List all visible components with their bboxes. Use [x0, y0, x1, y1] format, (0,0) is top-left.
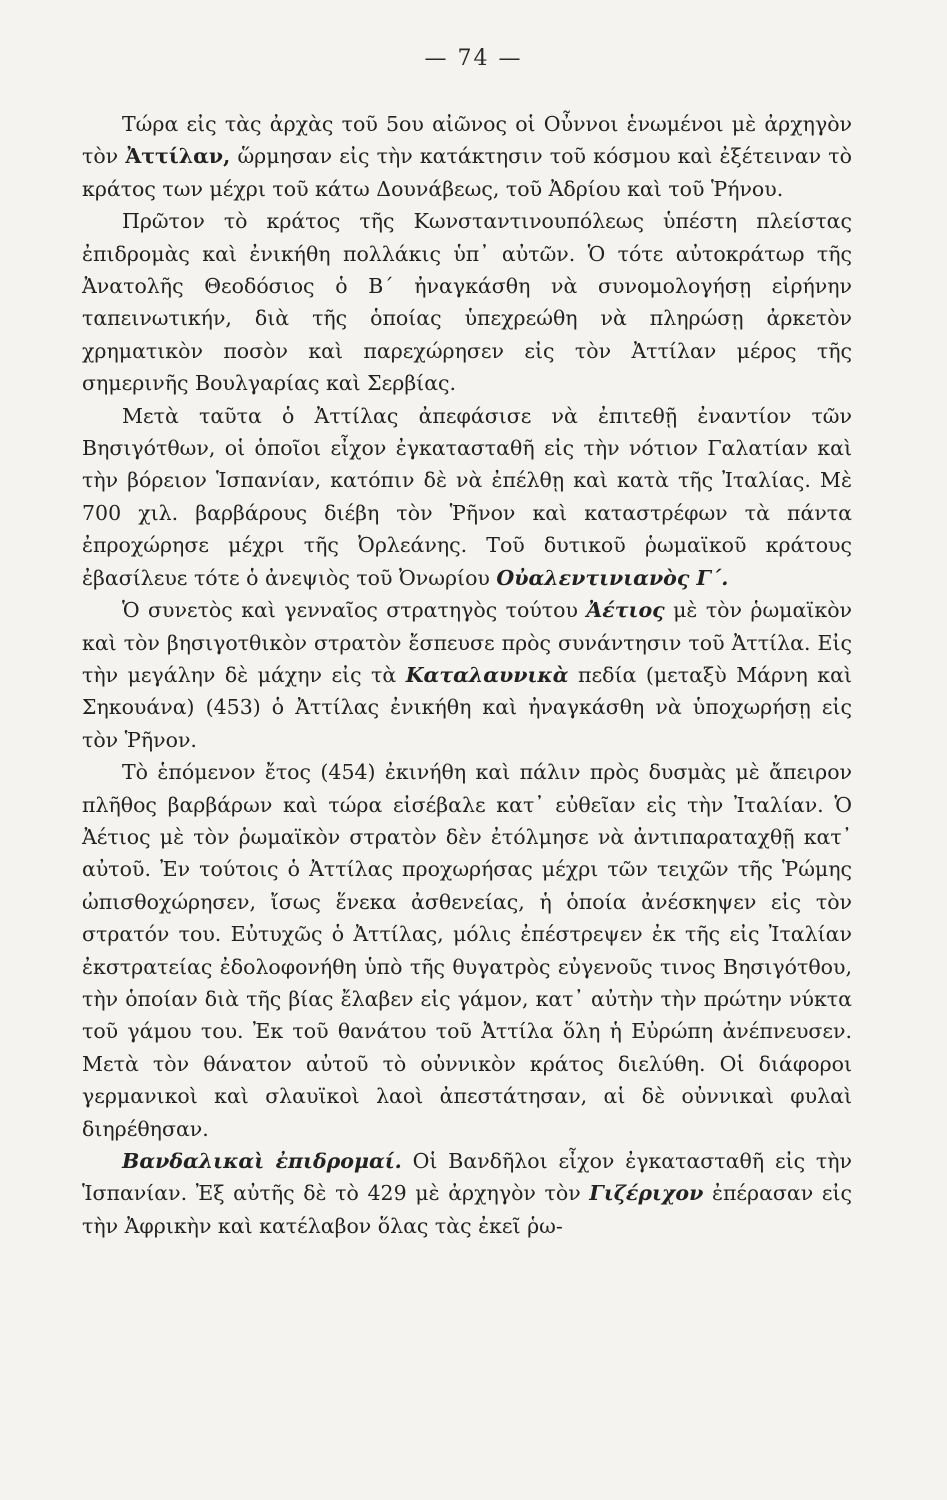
emphasized-name: Γιζέριχον: [589, 1181, 704, 1206]
paragraph: [82, 108, 852, 205]
paragraph: [82, 756, 852, 1145]
emphasized-name: Ἀέτιος: [586, 598, 665, 623]
paragraph: [82, 205, 852, 399]
body-text: [82, 108, 852, 1242]
text-run: Μετὰ ταῦτα ὁ Ἀττίλας ἀπεφάσισε νὰ ἐπιτεθῇ ἐναντίον τῶν Βησιγότθων, οἱ ὁποῖοι εἶχον ἐγκατασταθῆ εἰς τὴν νότιον Γαλατίαν καὶ τὴν βόρειον Ἱσπανίαν, κατόπιν δὲ νὰ ἐπέλθῃ καὶ κατὰ τῆς Ἰταλίας. Μὲ 700 χιλ. βαρβάρους διέβη τὸν Ῥῆνον καὶ καταστρέφων τὰ πάντα ἐπροχώρησε μέχρι τῆς Ὀρλεάνης. Τοῦ δυτικοῦ ῥωμαϊκοῦ κράτους ἐβασίλευε τότε ὁ ἀνεψιὸς τοῦ Ὀνωρίου: [82, 403, 852, 590]
emphasized-name: Βανδαλικαὶ ἐπιδρομαί.: [122, 1149, 402, 1173]
text-run: Πρῶτον τὸ κράτος τῆς Κωνσταντινουπόλεως ὑπέστη πλείστας ἐπιδρομὰς καὶ ἐνικήθη πολλάκις ὑπ᾽ αὐτῶν. Ὁ τότε αὐτοκράτωρ τῆς Ἀνατολῆς Θεοδόσιος ὁ Β΄ ἠναγκάσθη νὰ συνομολογήσῃ εἰρήνην ταπεινωτικήν, διὰ τῆς ὁποίας ὑπεχρεώθη νὰ πληρώσῃ ἀρκετὸν χρηματικὸν ποσὸν καὶ παρεχώρησεν εἰς τὸν Ἀττίλαν μέρος τῆς σημερινῆς Βουλγαρίας καὶ Σερβίας.: [82, 209, 852, 396]
text-run: ὥρμησαν εἰς τὴν κατάκτησιν τοῦ κόσμου καὶ ἐξέτειναν τὸ κράτος των μέχρι τοῦ κάτω Δουνάβεως, τοῦ Ἀδρίου καὶ τοῦ Ῥήνου.: [82, 144, 852, 201]
text-run: Τώρα εἰς τὰς ἀρχὰς τοῦ 5ου αἰῶνος οἱ Οὖννοι ἑνωμένοι μὲ ἀρχηγὸν τὸν: [82, 112, 852, 169]
text-run: Τὸ ἑπόμενον ἔτος (454) ἐκινήθη καὶ πάλιν πρὸς δυσμὰς μὲ ἄπειρον πλῆθος βαρβάρων καὶ τώρα εἰσέβαλε κατ᾽ εὐθεῖαν εἰς τὴν Ἰταλίαν. Ὁ Ἀέτιος μὲ τὸν ῥωμαϊκὸν στρατὸν δὲν ἐτόλμησε νὰ ἀντιπαραταχθῇ κατ᾽ αὐτοῦ. Ἐν τούτοις ὁ Ἀττίλας προχωρήσας μέχρι τῶν τειχῶν τῆς Ῥώμης ὠπισθοχώρησεν, ἴσως ἕνεκα ἀσθενείας, ἡ ὁποία ἀνέσκηψεν εἰς τὸν στρατόν του. Εὐτυχῶς ὁ Ἀττίλας, μόλις ἐπέστρεψεν ἐκ τῆς εἰς Ἰταλίαν ἐκστρατείας ἐδολοφονήθη ὑπὸ τῆς θυγατρὸς εὐγενοῦς τινος Βησιγότθου, τὴν ὁποίαν διὰ τῆς βίας ἔλαβεν εἰς γάμον, κατ᾽ αὐτὴν τὴν πρώτην νύκτα τοῦ γάμου του. Ἐκ τοῦ θανάτου τοῦ Ἀττίλα ὅλη ἡ Εὐρώπη ἀνέπνευσεν. Μετὰ τὸν θάνατον αὐτοῦ τὸ οὐννικὸν κράτος διελύθη. Οἱ διάφοροι γερμανικοὶ καὶ σλαυϊκοὶ λαοὶ ἀπεστάτησαν, αἱ δὲ οὐννικαὶ φυλαὶ διηρέθησαν.: [82, 760, 852, 1141]
text-run: πεδία (μεταξὺ Μάρνη καὶ Σηκουάνα) (453) ὁ Ἀττίλας ἐνικήθη καὶ ἠναγκάσθη νὰ ὑποχωρήσῃ εἰς τὸν Ῥῆνον.: [82, 662, 852, 752]
text-run: Οἱ Βανδῆλοι εἶχον ἐγκατασταθῆ εἰς τὴν Ἱσπανίαν. Ἐξ αὐτῆς δὲ τὸ 429 μὲ ἀρχηγὸν τὸν: [82, 1149, 852, 1206]
page-number: — 74 —: [424, 46, 523, 71]
emphasized-name: Ἀττίλαν,: [125, 144, 231, 169]
paragraph: [82, 594, 852, 756]
text-run: ἐπέρασαν εἰς τὴν Ἀφρικὴν καὶ κατέλαβον ὅλας τὰς ἐκεῖ ῥω-: [82, 1181, 853, 1238]
text-run: μὲ τὸν ῥωμαϊκὸν καὶ τὸν βησιγοτθικὸν στρατὸν ἔσπευσε πρὸς συνάντησιν τοῦ Ἀττίλα. Εἰς τὴν μεγάλην δὲ μάχην εἰς τὰ: [82, 598, 852, 687]
emphasized-name: Οὐαλεντινιανὸς Γ΄.: [496, 565, 729, 590]
paragraph: [82, 400, 852, 594]
emphasized-name: Καταλαυνικὰ: [405, 662, 569, 687]
paragraph: [82, 1145, 852, 1242]
text-run: Ὁ συνετὸς καὶ γενναῖος στρατηγὸς τούτου: [122, 598, 587, 623]
